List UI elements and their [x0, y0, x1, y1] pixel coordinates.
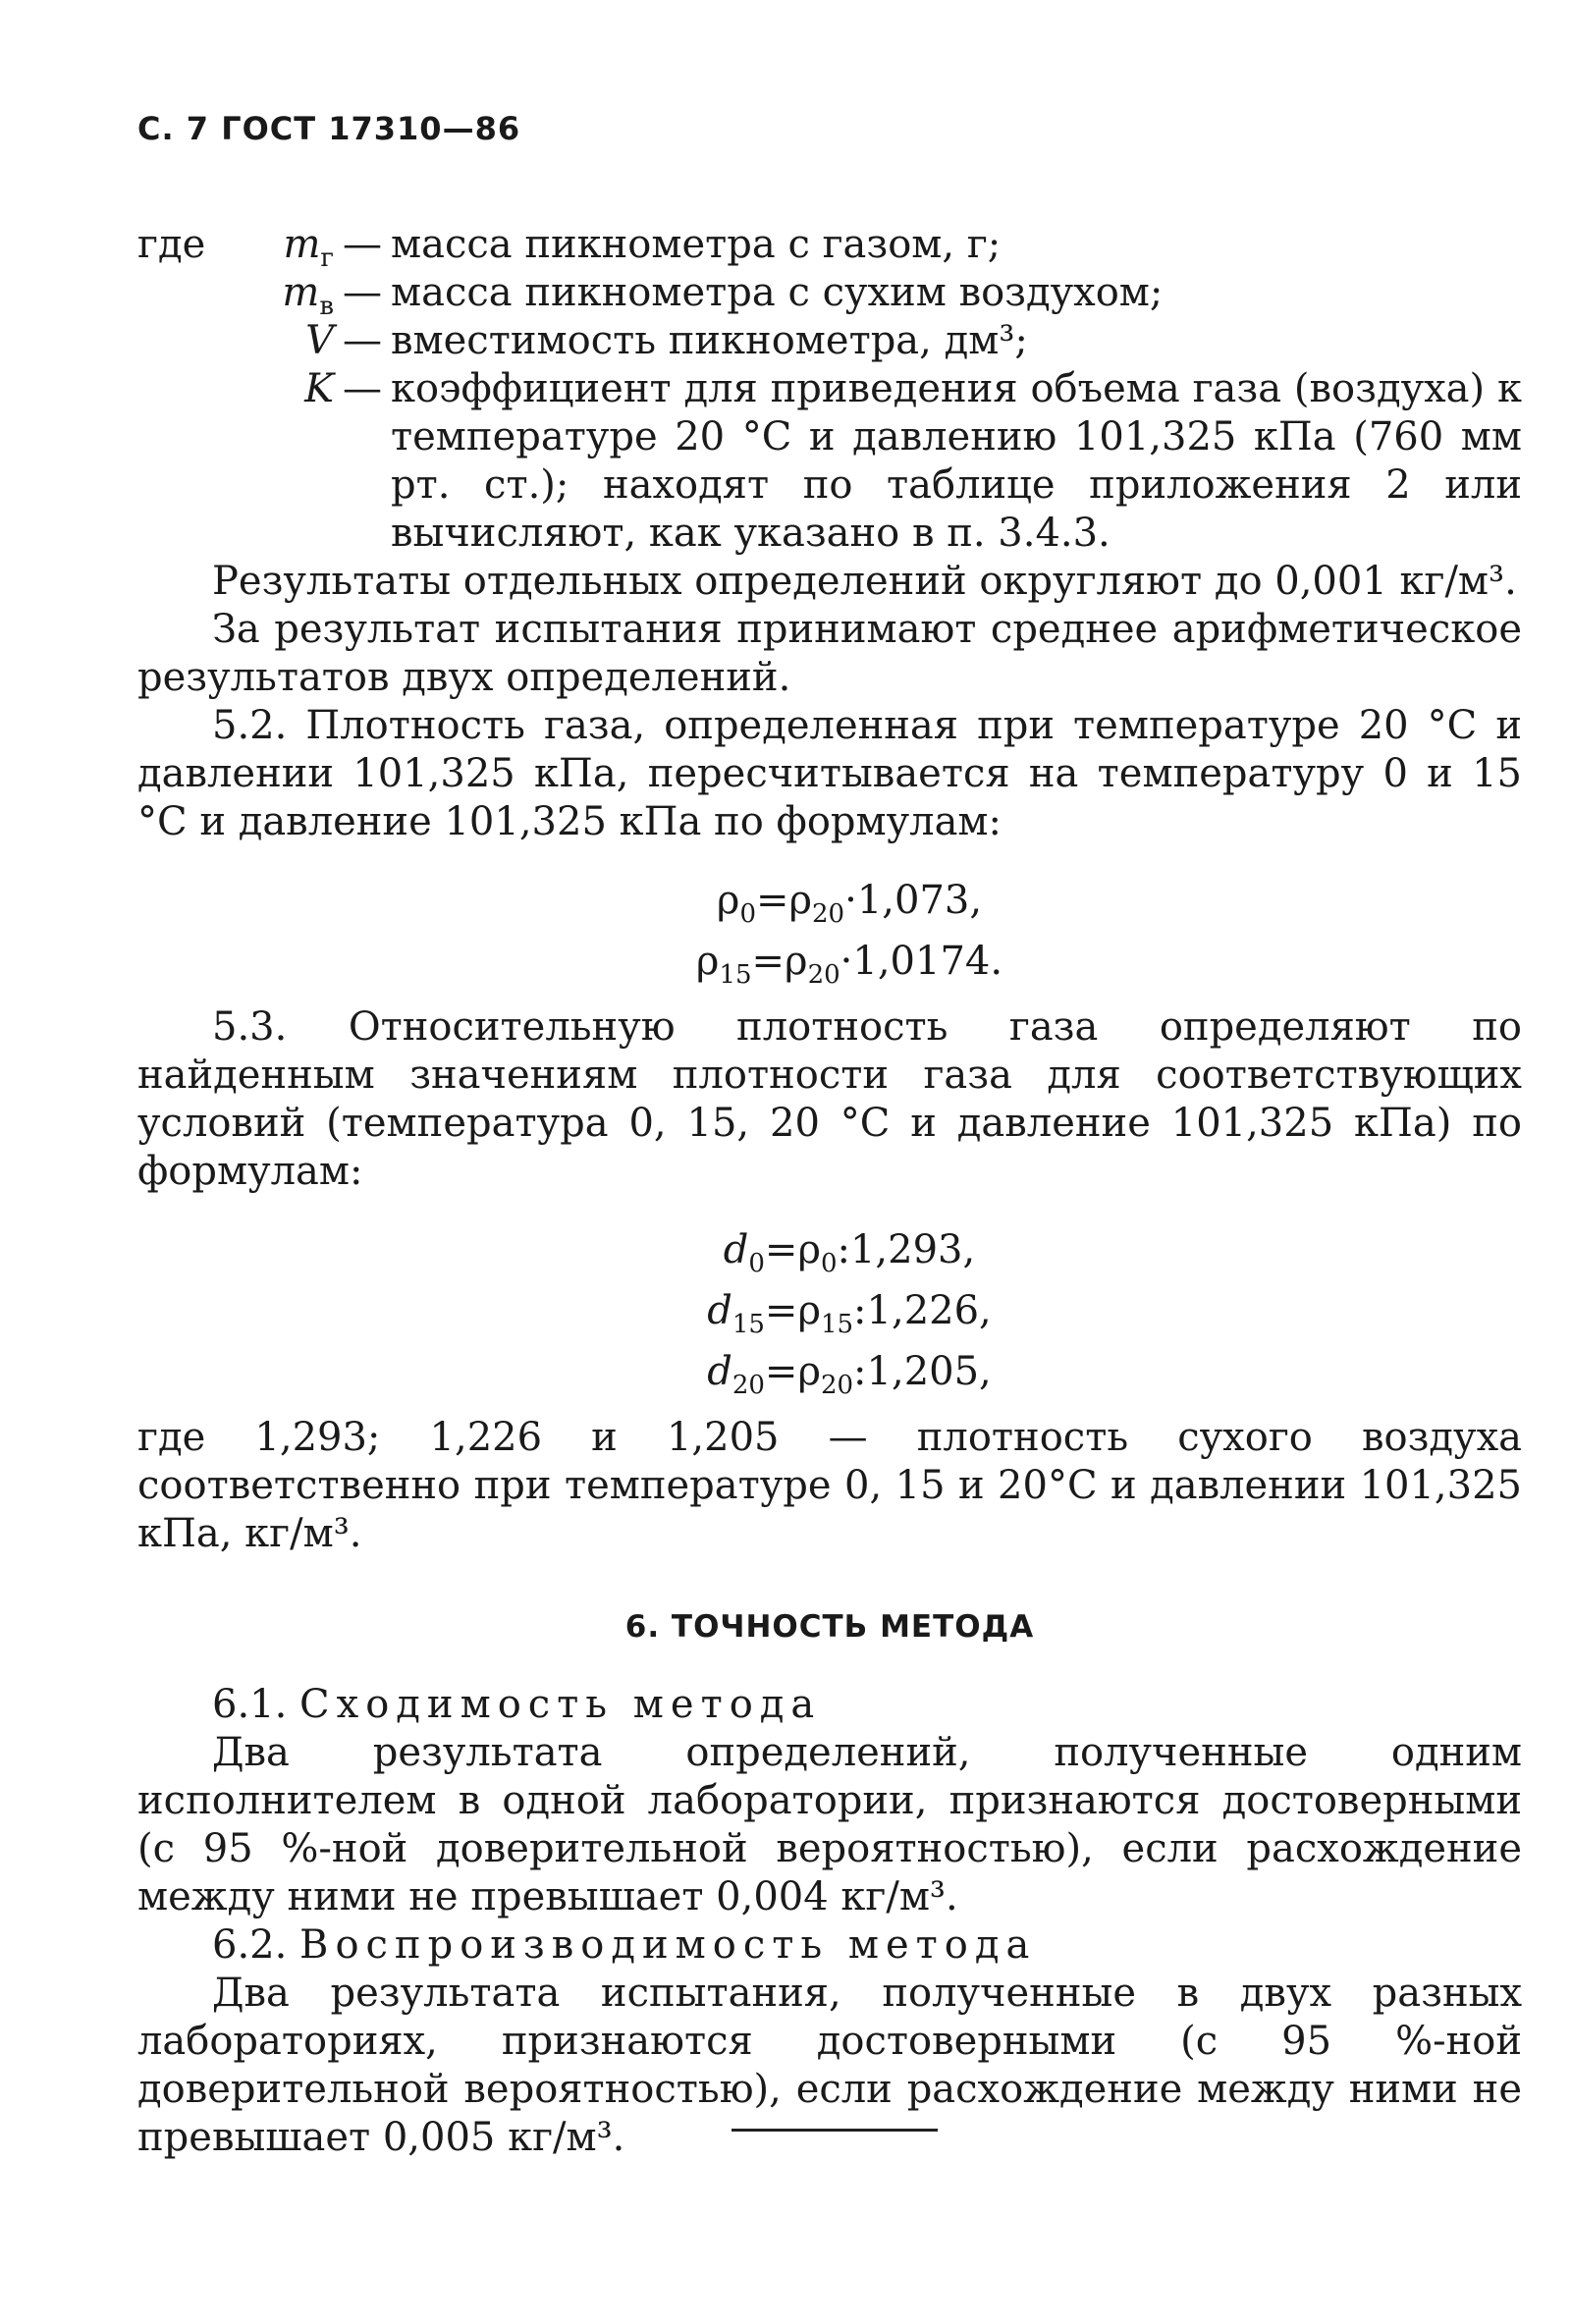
em-dash: — — [343, 270, 382, 315]
symbol-letter: m — [282, 270, 320, 315]
definition-row — [137, 221, 1522, 273]
formula-d-15: $d_{15}=\rho_{15}:1,226$, — [707, 1288, 992, 1339]
symbol-subscript: в — [319, 292, 334, 321]
subsection-6-1-text: Два результата определений, полученные одним исполнителем в одной лаборатории, признаются достоверными (с 95 %-ной доверительной вероятностью), если расхождение между ними не превышает 0,004 кг/м³. — [137, 1730, 1522, 1919]
definition-text: масса пикнометра с сухим воздухом; — [391, 270, 1164, 315]
paragraph-rounding: Результаты отдельных определений округляют до 0,001 кг/м³. — [212, 559, 1517, 604]
subsection-6-1-heading: 6.1. Сходимость метода — [212, 1682, 822, 1727]
paragraph-5-2: 5.2. Плотность газа, определенная при температуре 20 °С и давлении 101,325 кПа, пересчитывается на температуру 0 и 15 °С и давление 101,325 кПа по формулам: — [137, 703, 1522, 844]
formula-d-20: $d_{20}=\rho_{20}:1,205$, — [707, 1349, 992, 1400]
relative-density-formulas — [137, 1219, 1522, 1402]
definition-prefix: где — [137, 222, 206, 267]
subsection-6-2-heading: 6.2. Воспроизводимость метода — [212, 1922, 1037, 1968]
definition-text: вместимость пикнометра, дм³; — [391, 318, 1028, 363]
definitions-list — [137, 221, 1522, 558]
subsection-6-2-text: Два результата испытания, полученные в двух разных лабораториях, признаются достоверными (с 95 %-ной доверительной вероятностью), если расхождение между ними не превышает 0,005 кг/м³. — [137, 1971, 1522, 2160]
symbol-letter: m — [283, 222, 321, 267]
definition-row — [137, 317, 1522, 365]
symbol-letter: V — [305, 318, 334, 363]
definition-symbol — [137, 365, 334, 558]
paragraph-5-3: 5.3. Относительную плотность газа определяют по найденным значениям плотности газа для соответствующих условий (температура 0, 15, 20 °С и давление 101,325 кПа) по формулам: — [137, 1004, 1522, 1194]
definition-symbol — [137, 269, 334, 321]
definition-text: масса пикнометра с газом, г; — [391, 222, 1002, 267]
paragraph-result: За результат испытания принимают среднее арифметическое результатов двух определений. — [137, 607, 1522, 700]
em-dash: — — [343, 318, 382, 363]
definition-symbol — [137, 317, 334, 365]
document-body — [137, 221, 1522, 2162]
section-title: 6. ТОЧНОСТЬ МЕТОДА — [624, 1609, 1035, 1645]
formula-rho-0: $\rho_0=\rho_{20}\cdot 1,073$, — [716, 878, 983, 929]
formula-rho-15: $\rho_{15}=\rho_{20}\cdot 1,0174$. — [695, 939, 1003, 990]
formula-d-0: $d_0=\rho_0:1,293$, — [723, 1227, 976, 1278]
definition-row — [137, 269, 1522, 321]
page-header: С. 7 ГОСТ 17310—86 — [137, 110, 521, 147]
definition-text: коэффициент для приведения объема газа (воздуха) к температуре 20 °С и давлению 101,325 кПа (760 мм рт. ст.); находят по таблице приложения 2 или вычисляют, как указано в п. 3.4.3. — [391, 366, 1522, 556]
definition-row — [137, 365, 1522, 558]
em-dash: — — [343, 222, 382, 267]
paragraph-where: где 1,293; 1,226 и 1,205 — плотность сухого воздуха соответственно при температуре 0, 15 и 20°С и давлении 101,325 кПа, кг/м³. — [137, 1415, 1522, 1556]
definition-symbol — [137, 221, 334, 273]
density-formulas — [137, 870, 1522, 992]
end-rule — [731, 2129, 938, 2132]
em-dash: — — [343, 366, 382, 411]
symbol-subscript: г — [320, 243, 334, 273]
symbol-letter: K — [304, 366, 334, 411]
